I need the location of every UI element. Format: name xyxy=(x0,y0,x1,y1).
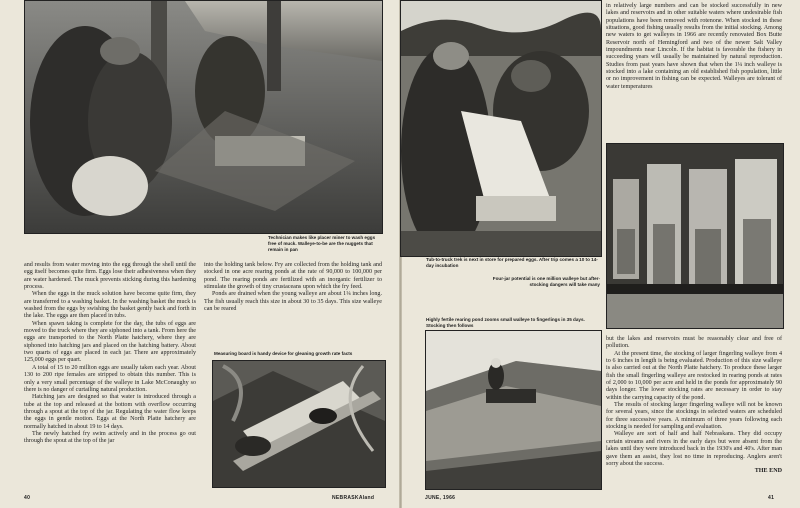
issue-date: JUNE, 1966 xyxy=(425,495,456,501)
paragraph: When spawn taking is complete for the day, the tubs of eggs are moved to the truck where they are siphoned into a tank. From here the eggs are transported to the North Platte hatchery, where they are siphoned into hatching jars and placed on the hatching battery. About two quarts of eggs are placed in each jar. There are approximately 125,000 eggs per quart. xyxy=(24,320,196,364)
photo-egg-washing xyxy=(24,0,383,234)
paragraph: in relatively large numbers and can be stocked successfully in new lakes and reservoirs and in other suitable waters where undesirable fish populations have been removed with rotenone. When stocked in these situations, good fishing usually results from the initial stocking. Among new waters to get walleyes in 1966 are recently renovated Box Butte Reservoir north of Hemingford and two of the newer Salt Valley impoundments near Lincoln. If the habitat is favorable the fishery in succeeding years will usually be maintained by natural reproduction. Studies from past years have shown that when the 1¼ inch walleye is stocked into a lake containing an old established fish population, little or no improvement in fishing can be expected. Walleyes are tolerant of water temperatures xyxy=(606,3,782,90)
paragraph: A total of 15 to 20 million eggs are usually taken each year. About 130 to 200 ripe females are stripped to obtain this number. This is only a very small percentage of the walleye in Lake McConaughy so there is no danger of curtailing natural production. xyxy=(24,364,196,393)
caption-measuring-board: Measuring board is handy device for gleaning growth rate facts xyxy=(214,351,353,356)
page-number-left: 40 xyxy=(24,495,31,501)
paragraph: Walleye are sort of half and half Nebraskans. They did occupy certain streams and rivers in the early days but were absent from the lakes until they were introduced back in the 1930's and 40's. After man gave them an assist, they lost no time in reproducing. Anglers aren't sorry about the success. xyxy=(606,431,782,467)
paragraph: Hatching jars are designed so that water is introduced through a tube at the top and released at the bottom with overflow occurring through a spout at the top of the jar. Regulating the water flow keeps the eggs in gentle motion. Eggs at the North Platte hatchery are normally hatched in about 19 to 14 days. xyxy=(24,394,196,430)
the-end-marker: THE END xyxy=(754,468,782,475)
photo-rearing-pond xyxy=(425,330,602,490)
page-number-right: 41 xyxy=(768,495,775,501)
paragraph: The results of stocking larger fingerling walleye will not be known for several years, since the stockings in selected waters are scheduled for three successive years. A minimum of three years following each stocking is needed for sampling and evaluation. xyxy=(606,402,782,431)
caption-rearing-pond: Highly fertile rearing pond zooms small walleye to fingerlings in 35 days. Stocking then follows xyxy=(426,317,585,328)
right-column-bottom xyxy=(606,336,782,476)
paragraph: Ponds are drained when the young walleye are about 1¼ inches long. The fish usually reach this size in about 30 to 35 days. This size walleye can be reared xyxy=(204,291,382,313)
left-column-1 xyxy=(24,262,196,446)
magazine-title: NEBRASKAland xyxy=(332,495,375,501)
caption-hatching-jars: Four-jar potential is one million walleye but after-stocking dangers will take many xyxy=(492,276,600,287)
caption-tub-to-truck: Tub-to-truck trek is next in store for prepared eggs. After trip comes a 10 to 14-day incubation xyxy=(426,257,598,268)
paragraph: The newly hatched fry swim actively and in the process go out through the spout at the top of the jar xyxy=(24,430,196,445)
paragraph: When the eggs in the muck solution have become quite firm, they are transferred to a washing basket. In the washing basket the muck is washed from the eggs by swishing the basket gently back and forth in the lake. The eggs are then placed in tubs. xyxy=(24,291,196,320)
photo-tub-to-truck xyxy=(400,0,602,257)
paragraph: At the present time, the stocking of larger fingerling walleye from 4 to 6 inches in length is being evaluated. Production of this size walleye is also carried out at the North Platte hatchery. To produce these larger fish the small fingerling walleye are restocked in rearing ponds at rates of 2,000 to 10,000 per acre and held in the ponds for approximately 90 days longer. The lower stocking rates are necessary in order to stay within the carrying capacity of the pond. xyxy=(606,350,782,401)
paragraph: but the lakes and reservoirs must be reasonably clear and free of pollution. xyxy=(606,336,782,350)
photo-measuring-board xyxy=(212,360,386,488)
paragraph: into the holding tank below. Fry are collected from the holding tank and stocked in one acre rearing ponds at the rate of 90,000 to 100,000 per pond. The rearing ponds are fertilized with an inorganic fertilizer to stimulate the growth of tiny crustaceans upon which the fry feed. xyxy=(204,262,382,291)
left-column-2 xyxy=(204,262,382,313)
photo-hatching-jars xyxy=(606,143,784,329)
paragraph: and results from water moving into the egg through the shell until the egg itself becomes quite firm. Eggs lose their adhesiveness when they are water hardened. The muck prevents sticking during this hardening process. xyxy=(24,262,196,291)
caption-egg-washing: Technician makes like placer miner to wash eggs free of muck. Walleye-to-be are the nuggets that remain in pan xyxy=(268,235,376,252)
right-column-top xyxy=(606,3,782,91)
